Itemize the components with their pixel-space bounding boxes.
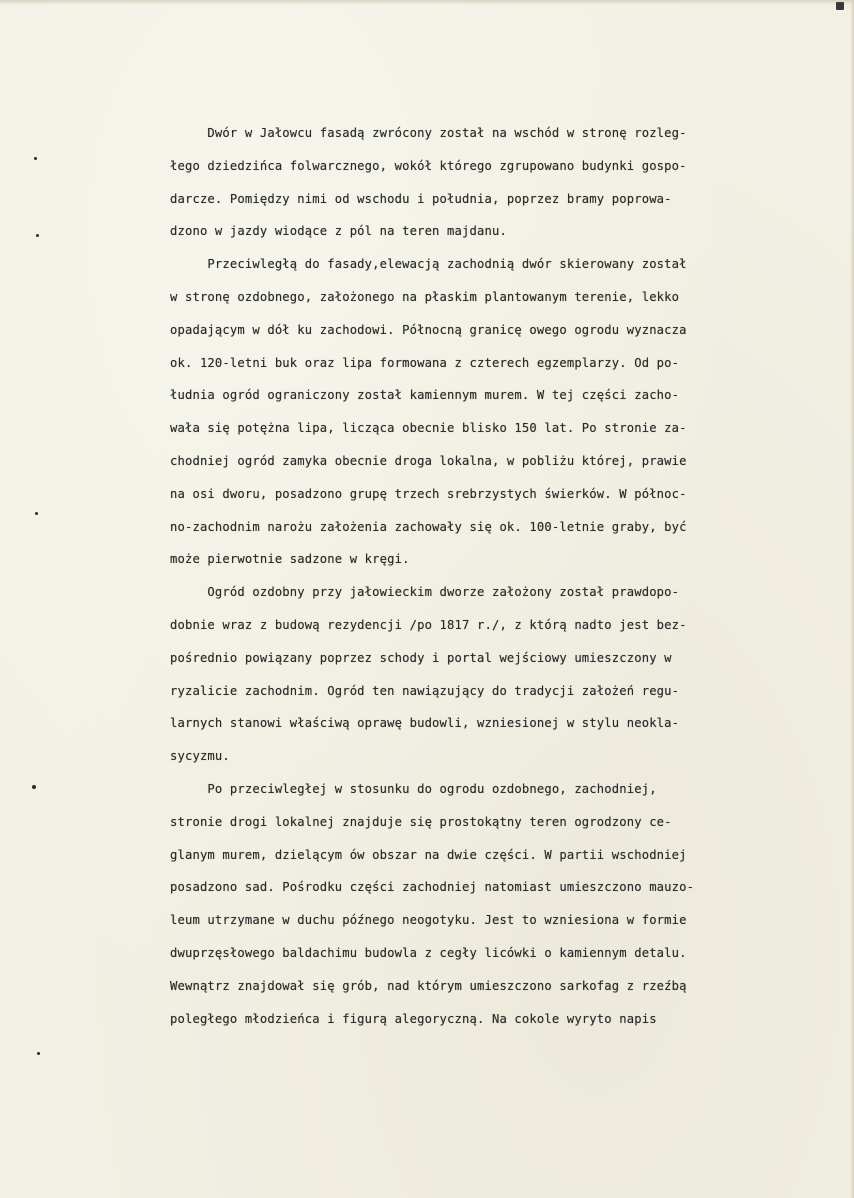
margin-dot bbox=[34, 157, 37, 160]
text-line: dwuprzęsłowego baldachimu budowla z cegły licówki o kamiennym detalu. bbox=[170, 945, 687, 960]
text-line: ok. 120-letni buk oraz lipa formowana z czterech egzemplarzy. Od po- bbox=[170, 355, 680, 370]
text-line: wała się potężna lipa, licząca obecnie blisko 150 lat. Po stronie za- bbox=[170, 421, 687, 436]
corner-mark bbox=[836, 2, 844, 10]
text-line: leum utrzymane w duchu późnego neogotyku. Jest to wzniesiona w formie bbox=[170, 913, 687, 928]
margin-dot bbox=[36, 234, 39, 237]
text-line: ryzalicie zachodnim. Ogród ten nawiązujący do tradycji założeń regu- bbox=[170, 683, 680, 698]
text-line: łudnia ogród ograniczony został kamiennym murem. W tej części zacho- bbox=[170, 388, 680, 403]
text-line: Przeciwległą do fasady,elewacją zachodnią dwór skierowany został bbox=[170, 257, 687, 272]
text-line: może pierwotnie sadzone w kręgi. bbox=[170, 552, 410, 567]
text-line: w stronę ozdobnego, założonego na płaskim plantowanym terenie, lekko bbox=[170, 289, 680, 304]
text-line: posadzono sad. Pośrodku części zachodniej natomiast umieszczono mauzo- bbox=[170, 880, 695, 895]
text-line: larnych stanowi właściwą oprawę budowli, wzniesionej w stylu neokla- bbox=[170, 716, 680, 731]
text-line: no-zachodnim narożu założenia zachowały się ok. 100-letnie graby, być bbox=[170, 519, 687, 534]
margin-dot bbox=[37, 1052, 40, 1055]
text-line: stronie drogi lokalnej znajduje się prostokątny teren ogrodzony ce- bbox=[170, 814, 672, 829]
text-line: chodniej ogród zamyka obecnie droga lokalna, w pobliżu której, prawie bbox=[170, 453, 687, 468]
text-line: Wewnątrz znajdował się grób, nad którym umieszczono sarkofag z rzeźbą bbox=[170, 978, 687, 993]
text-line: poległego młodzieńca i figurą alegoryczną. Na cokole wyryto napis bbox=[170, 1011, 657, 1026]
typewritten-body bbox=[170, 117, 790, 1035]
text-line: Ogród ozdobny przy jałowieckim dworze założony został prawdopo- bbox=[170, 585, 680, 600]
text-line: dzono w jazdy wiodące z pól na teren majdanu. bbox=[170, 224, 507, 239]
margin-dot bbox=[32, 785, 36, 789]
margin-dot bbox=[35, 512, 38, 515]
text-line: opadającym w dół ku zachodowi. Północną granicę owego ogrodu wyznacza bbox=[170, 322, 687, 337]
paper-right-edge bbox=[850, 0, 854, 1198]
text-line: sycyzmu. bbox=[170, 749, 230, 764]
text-line: Po przeciwległej w stosunku do ogrodu ozdobnego, zachodniej, bbox=[170, 781, 657, 796]
text-line: łego dziedzińca folwarcznego, wokół którego zgrupowano budynki gospo- bbox=[170, 158, 687, 173]
text-line: pośrednio powiązany poprzez schody i portal wejściowy umieszczony w bbox=[170, 650, 672, 665]
text-line: na osi dworu, posadzono grupę trzech srebrzystych świerków. W północ- bbox=[170, 486, 687, 501]
paper-top-edge bbox=[0, 0, 854, 5]
text-line: darcze. Pomiędzy nimi od wschodu i południa, poprzez bramy poprowa- bbox=[170, 191, 672, 206]
text-line: dobnie wraz z budową rezydencji /po 1817 r./, z którą nadto jest bez- bbox=[170, 617, 687, 632]
text-line: glanym murem, dzielącym ów obszar na dwie części. W partii wschodniej bbox=[170, 847, 687, 862]
text-line: Dwór w Jałowcu fasadą zwrócony został na wschód w stronę rozleg- bbox=[170, 126, 687, 140]
